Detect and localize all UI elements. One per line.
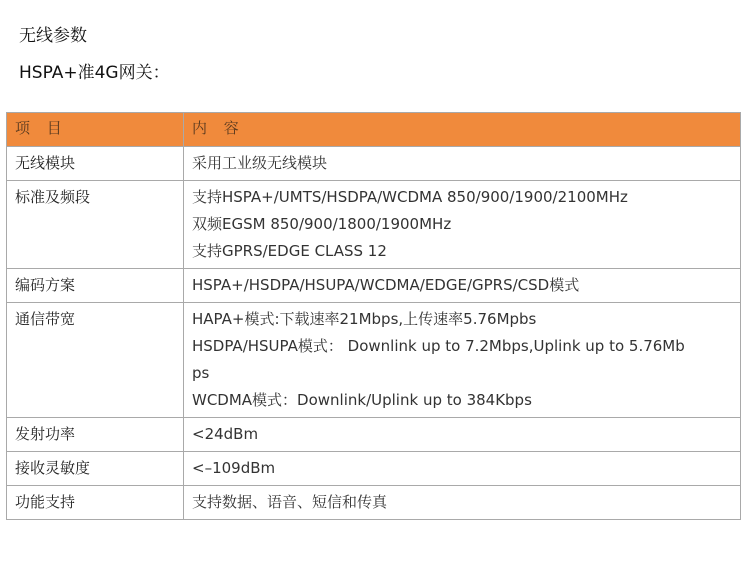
- row-key: 接收灵敏度: [7, 452, 184, 486]
- value-line: WCDMA模式：Downlink/Uplink up to 384Kbps: [192, 391, 532, 409]
- table-row: [7, 147, 741, 181]
- row-key: 标准及频段: [7, 181, 184, 269]
- row-key: 通信带宽: [7, 303, 184, 418]
- row-value: [184, 147, 741, 181]
- table-row: [7, 486, 741, 520]
- value-line: 支持数据、语音、短信和传真: [192, 493, 388, 511]
- row-key: 无线模块: [7, 147, 184, 181]
- table-row: [7, 418, 741, 452]
- value-line: HSPA+/HSDPA/HSUPA/WCDMA/EDGE/GPRS/CSD模式: [192, 276, 580, 294]
- row-value: [184, 303, 741, 418]
- value-line: 双频EGSM 850/900/1800/1900MHz: [192, 215, 452, 233]
- spec-table: [6, 112, 741, 520]
- value-line: <–109dBm: [192, 459, 276, 477]
- row-key: 发射功率: [7, 418, 184, 452]
- value-line: ps: [192, 364, 210, 382]
- section-title: 无线参数: [19, 26, 87, 46]
- value-line: HSDPA/HSUPA模式： Downlink up to 7.2Mbps,Uplink up to 5.76Mb: [192, 337, 685, 355]
- table-row: [7, 269, 741, 303]
- product-title: HSPA+准4G网关：: [19, 63, 170, 83]
- table-row: [7, 303, 741, 418]
- header-content: 内 容: [184, 113, 741, 147]
- row-value: [184, 418, 741, 452]
- table-header-row: [7, 113, 741, 147]
- value-line: <24dBm: [192, 425, 259, 443]
- row-value: [184, 486, 741, 520]
- table-row: [7, 452, 741, 486]
- header-item: 项 目: [7, 113, 184, 147]
- row-value: [184, 181, 741, 269]
- value-line: HAPA+模式:下载速率21Mbps,上传速率5.76Mpbs: [192, 310, 537, 328]
- row-key: 编码方案: [7, 269, 184, 303]
- row-value: [184, 452, 741, 486]
- value-line: 支持GPRS/EDGE CLASS 12: [192, 242, 387, 260]
- value-line: 支持HSPA+/UMTS/HSDPA/WCDMA 850/900/1900/2100MHz: [192, 188, 628, 206]
- row-value: [184, 269, 741, 303]
- row-key: 功能支持: [7, 486, 184, 520]
- table-row: [7, 181, 741, 269]
- value-line: 采用工业级无线模块: [192, 154, 328, 172]
